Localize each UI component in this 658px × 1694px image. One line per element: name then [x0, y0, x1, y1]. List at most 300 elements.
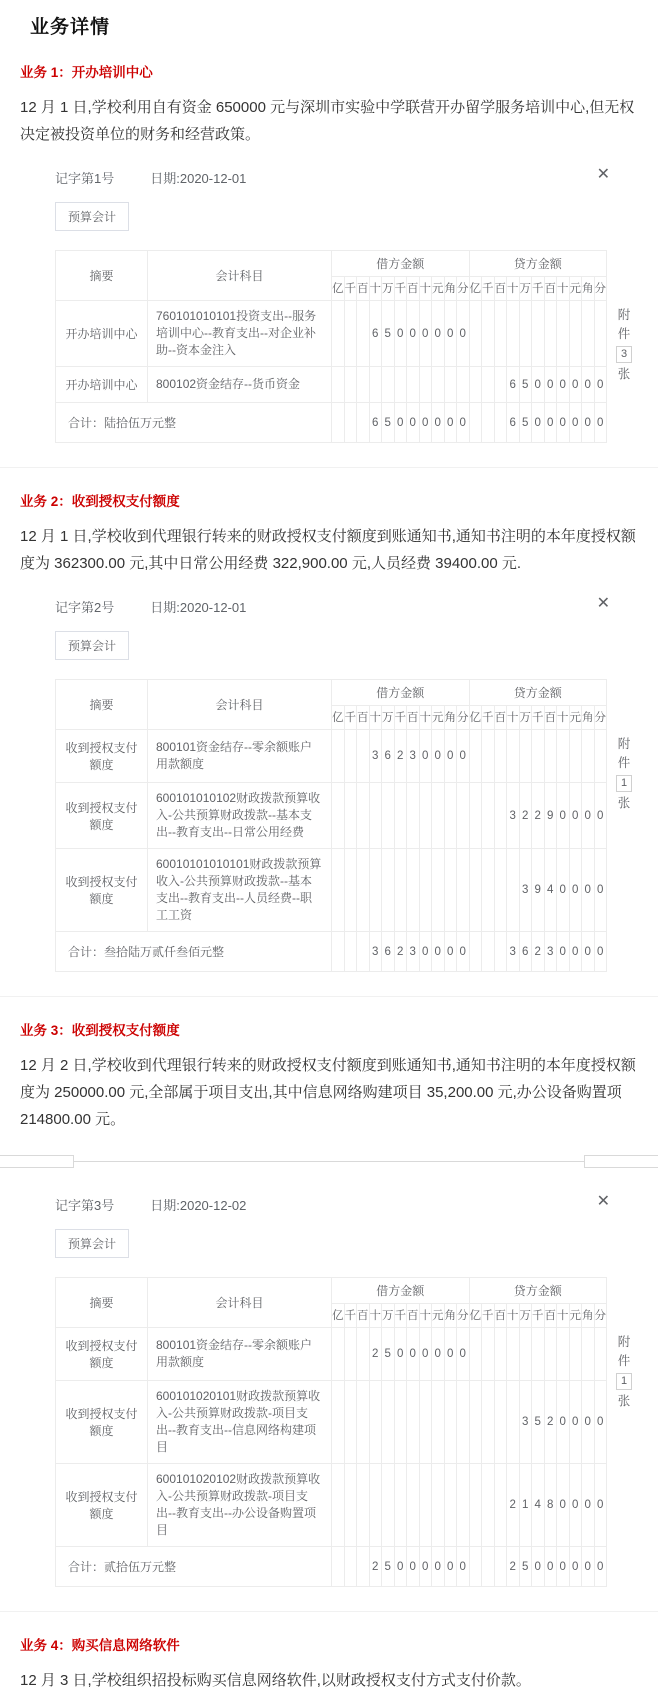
digit-unit-header: 亿	[469, 1304, 482, 1328]
digit-unit-header: 百	[407, 277, 420, 301]
debit-digit-cell: 0	[444, 932, 457, 972]
credit-digit-cell: 4	[544, 849, 557, 932]
credit-digit-cell	[569, 301, 582, 367]
debit-digit-cell: 2	[369, 1328, 382, 1381]
attachment-word-bottom: 件	[617, 1354, 631, 1368]
page-break-notch-right	[584, 1155, 658, 1168]
attachment-word-bottom: 件	[617, 756, 631, 770]
credit-digit-cell	[482, 730, 495, 783]
credit-digit-cell	[482, 1464, 495, 1547]
total-row	[56, 932, 607, 972]
debit-digit-cell: 0	[432, 730, 445, 783]
digit-unit-header: 千	[394, 706, 407, 730]
debit-digit-cell: 0	[444, 730, 457, 783]
credit-digit-cell: 0	[557, 1381, 570, 1464]
debit-digit-cell	[394, 367, 407, 403]
debit-digit-cell	[457, 1464, 470, 1547]
credit-digit-cell	[569, 730, 582, 783]
digit-unit-header: 亿	[332, 706, 345, 730]
debit-digit-cell: 0	[419, 403, 432, 443]
credit-digit-cell: 0	[594, 367, 607, 403]
debit-digit-cell	[432, 783, 445, 849]
debit-digit-cell: 0	[457, 403, 470, 443]
credit-digit-cell: 0	[594, 403, 607, 443]
debit-digit-cell	[369, 367, 382, 403]
voucher-header	[55, 1187, 658, 1214]
debit-digit-cell: 0	[457, 1328, 470, 1381]
digit-unit-header: 角	[582, 277, 595, 301]
credit-digit-cell: 5	[519, 403, 532, 443]
debit-digit-cell: 6	[369, 301, 382, 367]
debit-digit-cell	[457, 1381, 470, 1464]
debit-digit-cell: 0	[419, 1328, 432, 1381]
business-section	[0, 1634, 658, 1694]
credit-digit-cell: 3	[507, 932, 520, 972]
debit-digit-cell	[357, 932, 370, 972]
entry-subject: 60010101010101财政拨款预算收入-公共预算财政拨款--基本支出--教育支出--人员经费--职工工资	[148, 849, 332, 932]
attachment-word-top: 附	[617, 737, 631, 751]
debit-digit-cell	[382, 1381, 395, 1464]
debit-digit-cell: 0	[394, 301, 407, 367]
debit-digit-cell: 3	[369, 730, 382, 783]
debit-digit-cell	[407, 1464, 420, 1547]
voucher-number: 记字第1号	[55, 171, 115, 186]
voucher-card	[0, 154, 658, 468]
debit-digit-cell: 0	[432, 1328, 445, 1381]
debit-digit-cell	[332, 403, 345, 443]
digit-unit-header: 百	[494, 277, 507, 301]
digit-unit-header: 百	[357, 1304, 370, 1328]
entry-row	[56, 849, 607, 932]
credit-digit-cell	[482, 849, 495, 932]
credit-digit-cell: 8	[544, 1464, 557, 1547]
credit-digit-cell	[482, 403, 495, 443]
entry-subject: 600101010102财政拨款预算收入-公共预算财政拨款--基本支出--教育支出--日常公用经费	[148, 783, 332, 849]
tab-budget-accounting[interactable]: 预算会计	[55, 1229, 129, 1258]
tab-budget-accounting[interactable]: 预算会计	[55, 202, 129, 231]
debit-digit-cell	[432, 1381, 445, 1464]
entry-row	[56, 301, 607, 367]
entry-row	[56, 1381, 607, 1464]
debit-digit-cell	[357, 367, 370, 403]
debit-digit-cell	[382, 783, 395, 849]
debit-digit-cell	[357, 730, 370, 783]
entry-summary: 收到授权支付额度	[56, 1381, 148, 1464]
credit-digit-cell	[594, 1328, 607, 1381]
debit-digit-cell	[332, 367, 345, 403]
attachment-unit: 张	[617, 1394, 631, 1408]
total-label: 合计：贰拾伍万元整	[56, 1547, 332, 1587]
credit-digit-cell: 9	[532, 849, 545, 932]
credit-digit-cell: 0	[532, 367, 545, 403]
credit-digit-cell: 3	[544, 932, 557, 972]
voucher-number: 记字第2号	[55, 600, 115, 615]
digit-unit-header: 角	[582, 1304, 595, 1328]
debit-digit-cell	[344, 1328, 357, 1381]
entry-row	[56, 783, 607, 849]
digit-unit-header: 十	[507, 1304, 520, 1328]
debit-digit-cell: 2	[394, 932, 407, 972]
debit-digit-cell	[332, 849, 345, 932]
digit-unit-header: 千	[532, 706, 545, 730]
credit-digit-cell	[594, 730, 607, 783]
debit-digit-cell	[332, 730, 345, 783]
entry-subject: 800102资金结存--货币资金	[148, 367, 332, 403]
attachment-note	[616, 306, 632, 443]
credit-digit-cell	[482, 367, 495, 403]
debit-digit-cell	[332, 1328, 345, 1381]
digit-unit-header: 角	[444, 277, 457, 301]
credit-digit-cell	[569, 1328, 582, 1381]
debit-digit-cell	[419, 783, 432, 849]
digit-unit-header: 百	[407, 706, 420, 730]
debit-digit-cell	[332, 932, 345, 972]
debit-digit-cell: 3	[407, 932, 420, 972]
voucher-number: 记字第3号	[55, 1198, 115, 1213]
credit-digit-cell: 1	[519, 1464, 532, 1547]
credit-digit-cell	[544, 1328, 557, 1381]
attachment-word-bottom: 件	[617, 327, 631, 341]
digit-unit-header: 十	[369, 1304, 382, 1328]
credit-digit-cell	[482, 1328, 495, 1381]
credit-digit-cell	[469, 1464, 482, 1547]
digit-unit-header: 亿	[469, 706, 482, 730]
debit-digit-cell: 0	[419, 1547, 432, 1587]
credit-digit-cell: 2	[507, 1547, 520, 1587]
debit-digit-cell	[344, 367, 357, 403]
digit-unit-header: 百	[407, 1304, 420, 1328]
entry-row	[56, 1328, 607, 1381]
entry-summary: 收到授权支付额度	[56, 1464, 148, 1547]
credit-digit-cell: 2	[544, 1381, 557, 1464]
debit-digit-cell: 5	[382, 1547, 395, 1587]
credit-digit-cell	[482, 301, 495, 367]
debit-digit-cell: 0	[457, 932, 470, 972]
entry-row	[56, 1464, 607, 1547]
digit-unit-header: 百	[494, 1304, 507, 1328]
credit-digit-cell	[469, 1328, 482, 1381]
voucher-date-value: 2020-12-01	[179, 600, 247, 615]
voucher-table	[55, 250, 607, 443]
digit-unit-header: 千	[532, 277, 545, 301]
attachment-note	[616, 735, 632, 972]
credit-digit-cell: 0	[569, 932, 582, 972]
debit-digit-cell	[407, 367, 420, 403]
credit-digit-cell: 0	[569, 1464, 582, 1547]
debit-digit-cell: 5	[382, 301, 395, 367]
digit-unit-header: 亿	[469, 277, 482, 301]
debit-digit-cell: 2	[394, 730, 407, 783]
credit-digit-cell	[482, 1547, 495, 1587]
credit-digit-cell	[594, 301, 607, 367]
debit-digit-cell: 0	[394, 403, 407, 443]
debit-digit-cell	[419, 367, 432, 403]
credit-digit-cell	[532, 730, 545, 783]
page-break-divider	[0, 1149, 658, 1175]
summary-header: 摘要	[56, 680, 148, 730]
credit-digit-cell: 0	[569, 783, 582, 849]
credit-digit-cell	[507, 849, 520, 932]
debit-digit-cell: 2	[369, 1547, 382, 1587]
debit-digit-cell	[332, 301, 345, 367]
entry-summary: 开办培训中心	[56, 367, 148, 403]
credit-digit-cell	[469, 932, 482, 972]
credit-digit-cell	[519, 301, 532, 367]
credit-digit-cell	[482, 1381, 495, 1464]
debit-digit-cell	[457, 367, 470, 403]
voucher-table-wrap	[55, 250, 658, 443]
debit-digit-cell: 0	[394, 1547, 407, 1587]
voucher-date-value: 2020-12-01	[179, 171, 247, 186]
credit-digit-cell	[494, 1547, 507, 1587]
credit-digit-cell: 0	[594, 932, 607, 972]
debit-digit-cell: 6	[382, 932, 395, 972]
debit-amount-header: 借方金额	[332, 251, 470, 277]
credit-digit-cell: 3	[519, 849, 532, 932]
close-icon[interactable]: ✕	[596, 166, 610, 183]
credit-digit-cell	[582, 301, 595, 367]
credit-digit-cell: 3	[507, 783, 520, 849]
digit-unit-header: 百	[357, 706, 370, 730]
credit-digit-cell: 0	[582, 403, 595, 443]
credit-digit-cell: 0	[557, 1547, 570, 1587]
credit-digit-cell	[494, 849, 507, 932]
credit-digit-cell: 5	[519, 1547, 532, 1587]
credit-digit-cell	[507, 1381, 520, 1464]
credit-digit-cell: 0	[557, 849, 570, 932]
debit-digit-cell: 0	[457, 1547, 470, 1587]
debit-digit-cell	[444, 367, 457, 403]
credit-digit-cell: 0	[594, 1464, 607, 1547]
subject-header: 会计科目	[148, 1278, 332, 1328]
digit-unit-header: 百	[544, 1304, 557, 1328]
debit-digit-cell: 0	[444, 301, 457, 367]
credit-digit-cell: 0	[532, 403, 545, 443]
debit-digit-cell	[407, 849, 420, 932]
page-break-notch-left	[0, 1155, 74, 1168]
debit-digit-cell	[332, 1464, 345, 1547]
debit-digit-cell: 0	[407, 1328, 420, 1381]
debit-digit-cell	[357, 1328, 370, 1381]
credit-digit-cell	[494, 1381, 507, 1464]
debit-digit-cell	[419, 849, 432, 932]
subject-header: 会计科目	[148, 680, 332, 730]
credit-digit-cell: 0	[582, 367, 595, 403]
credit-digit-cell	[469, 730, 482, 783]
credit-digit-cell: 4	[532, 1464, 545, 1547]
credit-digit-cell	[494, 730, 507, 783]
entry-summary: 收到授权支付额度	[56, 1328, 148, 1381]
credit-digit-cell	[469, 783, 482, 849]
debit-digit-cell: 3	[407, 730, 420, 783]
digit-unit-header: 万	[382, 1304, 395, 1328]
credit-digit-cell: 2	[532, 932, 545, 972]
digit-unit-header: 万	[519, 277, 532, 301]
debit-digit-cell	[432, 367, 445, 403]
debit-digit-cell	[369, 849, 382, 932]
digit-unit-header: 分	[594, 277, 607, 301]
credit-digit-cell: 0	[582, 1464, 595, 1547]
digit-unit-header: 万	[519, 1304, 532, 1328]
attachment-word-top: 附	[617, 1335, 631, 1349]
digit-unit-header: 元	[569, 1304, 582, 1328]
attachment-count: 3	[616, 346, 632, 363]
credit-digit-cell: 0	[544, 1547, 557, 1587]
credit-digit-cell: 0	[557, 1464, 570, 1547]
credit-digit-cell: 0	[569, 1547, 582, 1587]
credit-digit-cell: 3	[519, 1381, 532, 1464]
credit-digit-cell	[482, 932, 495, 972]
tab-budget-accounting[interactable]: 预算会计	[55, 631, 129, 660]
digit-unit-header: 千	[344, 277, 357, 301]
debit-digit-cell	[419, 1464, 432, 1547]
credit-digit-cell: 2	[519, 783, 532, 849]
digit-unit-header: 角	[444, 706, 457, 730]
debit-digit-cell	[432, 1464, 445, 1547]
debit-digit-cell	[407, 1381, 420, 1464]
voucher-table	[55, 1277, 607, 1587]
entry-summary: 收到授权支付额度	[56, 849, 148, 932]
digit-unit-header: 亿	[332, 1304, 345, 1328]
attachment-unit: 张	[617, 796, 631, 810]
entry-subject: 800101资金结存--零余额账户用款额度	[148, 1328, 332, 1381]
voucher-table	[55, 679, 607, 972]
debit-digit-cell	[444, 783, 457, 849]
credit-digit-cell: 2	[532, 783, 545, 849]
debit-digit-cell: 0	[444, 1328, 457, 1381]
entry-summary: 收到授权支付额度	[56, 783, 148, 849]
credit-digit-cell: 9	[544, 783, 557, 849]
credit-digit-cell	[469, 403, 482, 443]
debit-digit-cell: 0	[419, 932, 432, 972]
voucher-date-value: 2020-12-02	[179, 1198, 247, 1213]
debit-digit-cell	[357, 301, 370, 367]
business-section	[0, 61, 658, 468]
credit-digit-cell: 6	[507, 403, 520, 443]
digit-unit-header: 十	[369, 706, 382, 730]
credit-digit-cell: 0	[544, 403, 557, 443]
debit-amount-header: 借方金额	[332, 680, 470, 706]
credit-digit-cell: 0	[569, 1381, 582, 1464]
attachment-note	[616, 1333, 632, 1587]
digit-unit-header: 十	[507, 277, 520, 301]
close-icon[interactable]: ✕	[596, 595, 610, 612]
close-icon[interactable]: ✕	[596, 1193, 610, 1210]
credit-digit-cell: 0	[594, 849, 607, 932]
digit-unit-header: 十	[419, 1304, 432, 1328]
digit-unit-header: 分	[594, 1304, 607, 1328]
debit-digit-cell	[419, 1381, 432, 1464]
credit-digit-cell	[494, 1328, 507, 1381]
section-heading: 业务 2：收到授权支付额度	[20, 494, 180, 509]
debit-digit-cell: 0	[432, 403, 445, 443]
credit-digit-cell	[469, 1381, 482, 1464]
digit-unit-header: 千	[394, 1304, 407, 1328]
debit-digit-cell: 0	[457, 301, 470, 367]
credit-digit-cell	[544, 730, 557, 783]
digit-unit-header: 分	[457, 706, 470, 730]
entry-summary: 收到授权支付额度	[56, 730, 148, 783]
debit-digit-cell	[432, 849, 445, 932]
debit-digit-cell	[357, 403, 370, 443]
credit-digit-cell	[532, 301, 545, 367]
digit-unit-header: 元	[432, 706, 445, 730]
debit-digit-cell: 6	[369, 403, 382, 443]
debit-digit-cell	[357, 1547, 370, 1587]
digit-unit-header: 千	[482, 277, 495, 301]
credit-digit-cell	[582, 1328, 595, 1381]
credit-digit-cell	[494, 403, 507, 443]
subject-header: 会计科目	[148, 251, 332, 301]
credit-digit-cell: 0	[532, 1547, 545, 1587]
digit-unit-header: 元	[569, 706, 582, 730]
debit-digit-cell	[382, 367, 395, 403]
credit-digit-cell	[494, 932, 507, 972]
digit-unit-header: 角	[444, 1304, 457, 1328]
attachment-unit: 张	[617, 367, 631, 381]
credit-digit-cell	[557, 1328, 570, 1381]
digit-unit-header: 千	[482, 1304, 495, 1328]
digit-unit-header: 元	[432, 277, 445, 301]
debit-digit-cell	[344, 1547, 357, 1587]
credit-digit-cell	[469, 367, 482, 403]
total-row	[56, 1547, 607, 1587]
debit-digit-cell	[357, 1464, 370, 1547]
credit-digit-cell: 0	[569, 849, 582, 932]
debit-digit-cell: 3	[369, 932, 382, 972]
digit-unit-header: 分	[594, 706, 607, 730]
section-paragraph: 12 月 1 日,学校利用自有资金 650000 元与深圳市实验中学联营开办留学服务培训中心,但无权决定被投资单位的财务和经营政策。	[20, 99, 635, 143]
digit-unit-header: 十	[419, 706, 432, 730]
debit-digit-cell: 0	[432, 301, 445, 367]
credit-amount-header: 贷方金额	[469, 251, 607, 277]
credit-digit-cell: 0	[569, 367, 582, 403]
debit-digit-cell: 5	[382, 403, 395, 443]
credit-digit-cell	[557, 730, 570, 783]
credit-digit-cell: 0	[544, 367, 557, 403]
debit-digit-cell	[457, 783, 470, 849]
debit-digit-cell	[357, 849, 370, 932]
credit-digit-cell: 6	[519, 932, 532, 972]
debit-digit-cell	[332, 1381, 345, 1464]
digit-unit-header: 十	[557, 1304, 570, 1328]
sections	[0, 61, 658, 1694]
attachment-count: 1	[616, 1373, 632, 1390]
debit-digit-cell: 6	[382, 730, 395, 783]
debit-digit-cell: 0	[407, 301, 420, 367]
credit-digit-cell	[519, 1328, 532, 1381]
digit-unit-header: 百	[544, 277, 557, 301]
credit-digit-cell: 2	[507, 1464, 520, 1547]
digit-unit-header: 百	[544, 706, 557, 730]
digit-unit-header: 十	[419, 277, 432, 301]
debit-digit-cell: 0	[394, 1328, 407, 1381]
entry-row	[56, 367, 607, 403]
debit-digit-cell	[344, 849, 357, 932]
debit-digit-cell	[394, 849, 407, 932]
debit-digit-cell	[369, 1464, 382, 1547]
debit-digit-cell: 0	[419, 730, 432, 783]
credit-digit-cell: 0	[569, 403, 582, 443]
debit-digit-cell	[382, 1464, 395, 1547]
debit-digit-cell	[357, 1381, 370, 1464]
section-paragraph: 12 月 3 日,学校组织招投标购买信息网络软件,以财政授权支付方式支付价款。	[20, 1672, 531, 1689]
debit-digit-cell	[344, 783, 357, 849]
debit-digit-cell: 0	[432, 1547, 445, 1587]
total-label: 合计：陆拾伍万元整	[56, 403, 332, 443]
attachment-word-top: 附	[617, 308, 631, 322]
credit-digit-cell	[544, 301, 557, 367]
